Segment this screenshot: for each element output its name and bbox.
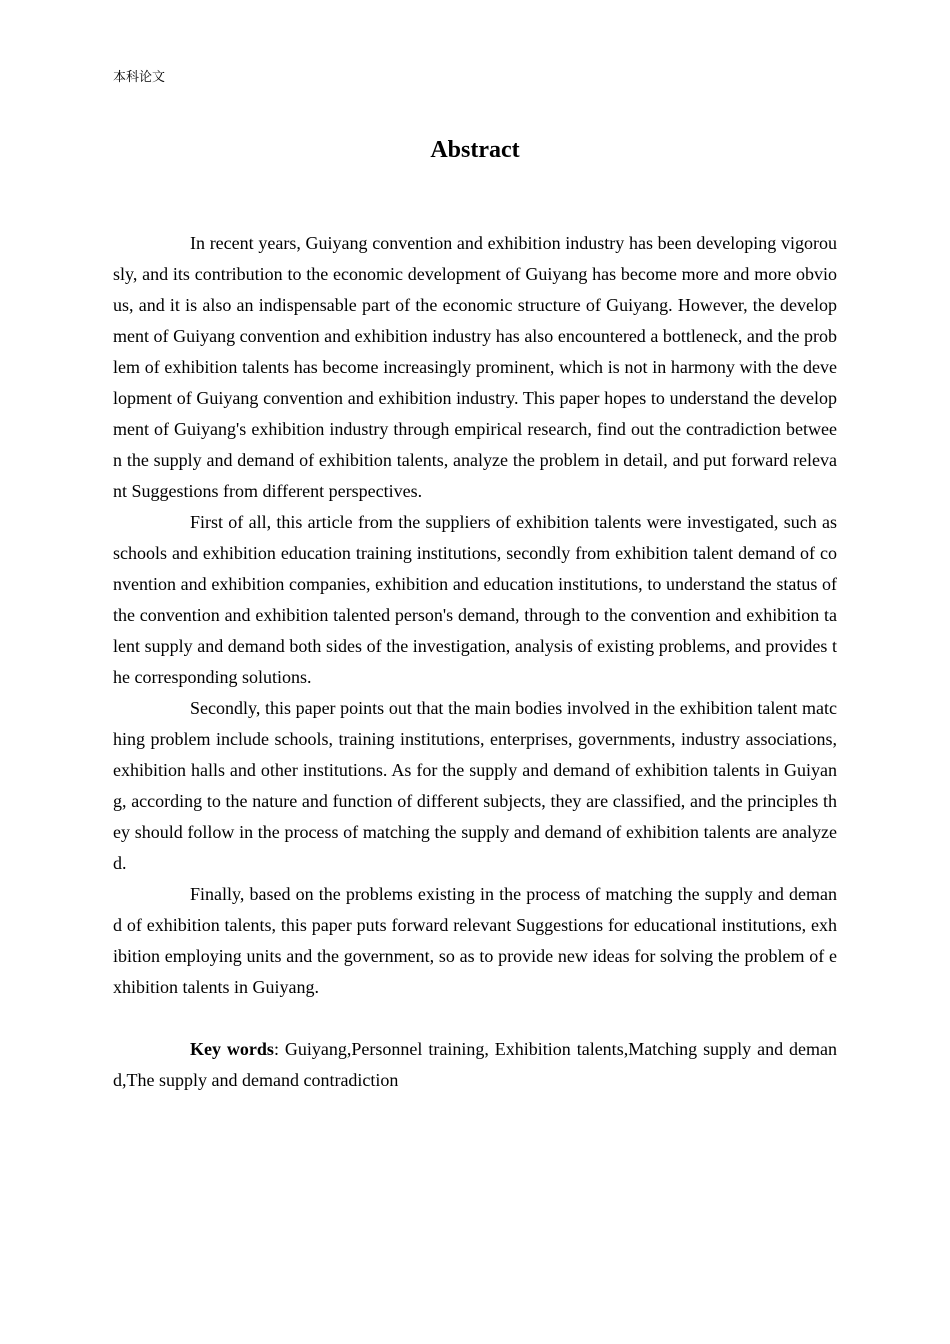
keywords-line (113, 1034, 837, 1096)
abstract-paragraph-4: Finally, based on the problems existing in the process of matching the supply and demand of exhibition talents, this paper puts forward relevant Suggestions for educational institutions, exhibition employing units and the government, so as to provide new ideas for solving the problem of exhibition talents in Guiyang. (113, 884, 837, 997)
abstract-paragraph-3: Secondly, this paper points out that the main bodies involved in the exhibition talent matching problem include schools, training institutions, enterprises, governments, industry associations, exhibition halls and other institutions. As for the supply and demand of exhibition talents in Guiyang, according to the nature and function of different subjects, they are classified, and the principles they should follow in the process of matching the supply and demand of exhibition talents are analyzed. (113, 698, 837, 873)
abstract-paragraph-2: First of all, this article from the suppliers of exhibition talents were investigated, such as schools and exhibition education training institutions, secondly from exhibition talent demand of convention and exhibition companies, exhibition and education institutions, to understand the status of the convention and exhibition talented person's demand, through to the convention and exhibition talent supply and demand both sides of the investigation, analysis of existing problems, and provides the corresponding solutions. (113, 512, 837, 687)
keywords-separator: : (273, 1039, 285, 1059)
abstract-body (113, 228, 837, 1096)
page-title: Abstract (430, 137, 520, 163)
running-header: 本科论文 (113, 70, 166, 85)
keywords-label: Key words (190, 1039, 274, 1059)
keywords-text: Guiyang,Personnel training, Exhibition talents,Matching supply and demand,The supply and demand contradiction (113, 1039, 837, 1090)
abstract-paragraph-1: In recent years, Guiyang convention and exhibition industry has been developing vigorously, and its contribution to the economic development of Guiyang has become more and more obvious, and it is also an indispensable part of the economic structure of Guiyang. However, the development of Guiyang convention and exhibition industry has also encountered a bottleneck, and the problem of exhibition talents has become increasingly prominent, which is not in harmony with the development of Guiyang convention and exhibition industry. This paper hopes to understand the development of Guiyang's exhibition industry through empirical research, find out the contradiction between the supply and demand of exhibition talents, analyze the problem in detail, and put forward relevant Suggestions from different perspectives. (113, 233, 837, 501)
